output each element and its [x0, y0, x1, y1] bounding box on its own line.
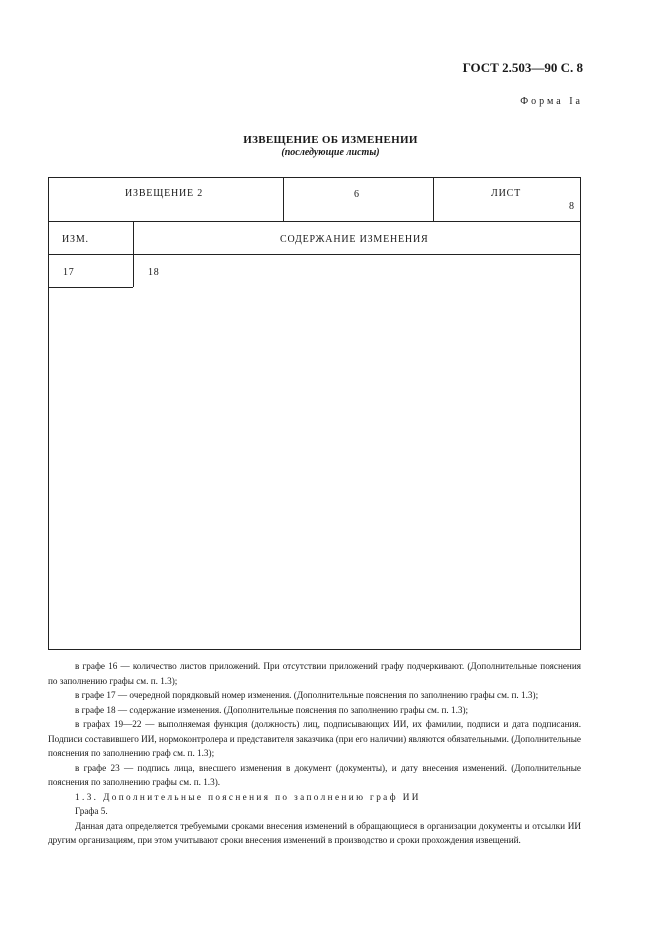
document-header: ГОСТ 2.503—90 С. 8: [462, 60, 583, 75]
column-divider: [133, 221, 134, 287]
paragraph-graph-23: в графе 23 — подпись лица, внесшего изменения в документ (документы), и дату внесения изменений. (Дополнительные пояснения по заполнению графы см. п. 1.3).: [48, 762, 581, 787]
paragraph-graph-5: Данная дата определяется требуемыми сроками внесения изменений в обращающиеся в организации документы и отсылки ИИ другим организациям, при этом учитывают сроки внесения изменений в производство и сроки прохождения извещений.: [48, 820, 581, 845]
paragraph-graph-18: в графе 18 — содержание изменения. (Дополнительные пояснения по заполнению графы см. п. 1.3);: [75, 704, 469, 715]
paragraph-graph-16: в графе 16 — количество листов приложений. При отсутствии приложений графу подчеркивают. (Дополнительные пояснения по заполнению графы см. п. 1.3);: [48, 661, 581, 686]
graph-8-cell: 8: [569, 201, 575, 212]
graph-17-cell: 17: [63, 267, 75, 278]
row1-divider: [49, 221, 580, 222]
form-label: Форма Ia: [520, 96, 583, 107]
row3-cell-bottom: [49, 287, 133, 288]
paragraph-graphs-19-22: в графах 19—22 — выполняемая функция (должность) лиц, подписывающих ИИ, их фамилии, подписи и дата подписания. Подписи составившего ИИ, нормоконтролера и представителя заказчика (при его наличии) являются обязательными. (Дополнительные пояснения по заполнению граф см. п. 1.3);: [48, 719, 581, 758]
row1-divider-b: [433, 178, 434, 221]
notice-number-cell: ИЗВЕЩЕНИЕ 2: [125, 188, 204, 199]
form-subtitle: (последующие листы): [281, 147, 380, 158]
graph-18-cell: 18: [148, 267, 160, 278]
graph-6-cell: 6: [354, 189, 360, 200]
explanatory-text: [48, 659, 581, 848]
paragraph-graph-17: в графе 17 — очередной порядковый номер изменения. (Дополнительные пояснения по заполнению графы см. п. 1.3);: [75, 690, 539, 700]
notice-form-table: [48, 177, 581, 650]
form-title: ИЗВЕЩЕНИЕ ОБ ИЗМЕНЕНИИ: [243, 134, 418, 146]
graph-5-label: Графа 5.: [75, 806, 108, 816]
change-column-header: ИЗМ.: [62, 234, 89, 245]
section-heading: 1.3. Дополнительные пояснения по заполнению граф ИИ: [75, 791, 421, 802]
row1-divider-a: [283, 178, 284, 221]
change-content-header: СОДЕРЖАНИЕ ИЗМЕНЕНИЯ: [280, 234, 429, 245]
sheet-label: ЛИСТ: [491, 188, 521, 199]
row2-divider: [49, 254, 580, 255]
